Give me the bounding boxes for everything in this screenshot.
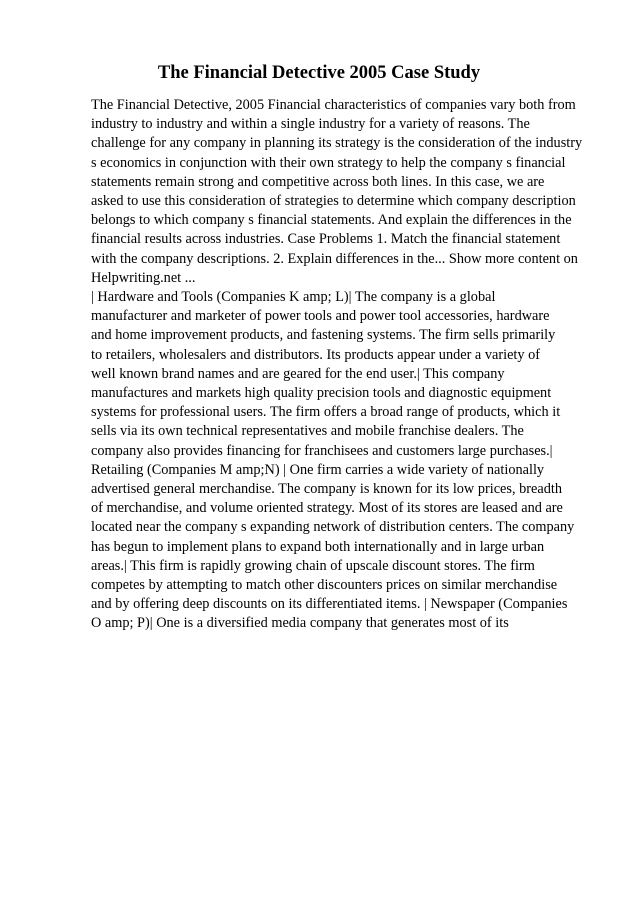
body-line: s economics in conjunction with their own strategy to help the company s financial [91, 154, 566, 171]
body-line: O amp; P)| One is a diversified media company that generates most of its [91, 615, 509, 632]
body-line: statements remain strong and competitive across both lines. In this case, we are [91, 173, 545, 190]
body-line: systems for professional users. The firm offers a broad range of products, which it [91, 404, 561, 421]
body-line: belongs to which company s financial statements. And explain the differences in the [91, 212, 572, 229]
body-line: The Financial Detective, 2005 Financial characteristics of companies vary both from [91, 97, 576, 113]
body-line: with the company descriptions. 2. Explain differences in the... Show more content on [91, 250, 578, 267]
body-line: Helpwriting.net ... [91, 269, 196, 286]
body-line: has begun to implement plans to expand both internationally and in large urban [91, 538, 545, 555]
body-line: to retailers, wholesalers and distributors. Its products appear under a variety of [91, 346, 541, 363]
body-line: competes by attempting to match other discounters prices on similar merchandise [91, 577, 558, 594]
body-line: and home improvement products, and fastening systems. The firm sells primarily [91, 327, 556, 344]
body-line: challenge for any company in planning its strategy is the consideration of the industry [91, 135, 583, 152]
body-line: manufactures and markets high quality precision tools and diagnostic equipment [91, 385, 552, 402]
body-line: and by offering deep discounts on its differentiated items. | Newspaper (Companies [91, 596, 568, 613]
body-line: advertised general merchandise. The company is known for its low prices, breadth [91, 481, 562, 498]
body-line: located near the company s expanding network of distribution centers. The company [91, 519, 575, 536]
body-line: manufacturer and marketer of power tools and power tool accessories, hardware [91, 308, 550, 325]
body-line: sells via its own technical representatives and mobile franchise dealers. The [91, 423, 524, 440]
body-line: well known brand names and are geared for the end user.| This company [91, 365, 505, 382]
body-line: company also provides financing for franchisees and customers large purchases.| [91, 442, 553, 459]
document-body [91, 96, 601, 634]
body-line: financial results across industries. Case Problems 1. Match the financial statement [91, 231, 561, 248]
document-title: The Financial Detective 2005 Case Study [157, 63, 481, 83]
body-line: | Hardware and Tools (Companies K amp; L)| The company is a global [91, 289, 496, 306]
body-line: asked to use this consideration of strategies to determine which company description [91, 193, 576, 210]
body-line: of merchandise, and volume oriented strategy. Most of its stores are leased and are [91, 500, 563, 517]
body-line: areas.| This firm is rapidly growing chain of upscale discount stores. The firm [91, 557, 535, 574]
body-line: industry to industry and within a single industry for a variety of reasons. The [91, 116, 530, 133]
body-line: Retailing (Companies M amp;N) | One firm carries a wide variety of nationally [91, 461, 545, 478]
